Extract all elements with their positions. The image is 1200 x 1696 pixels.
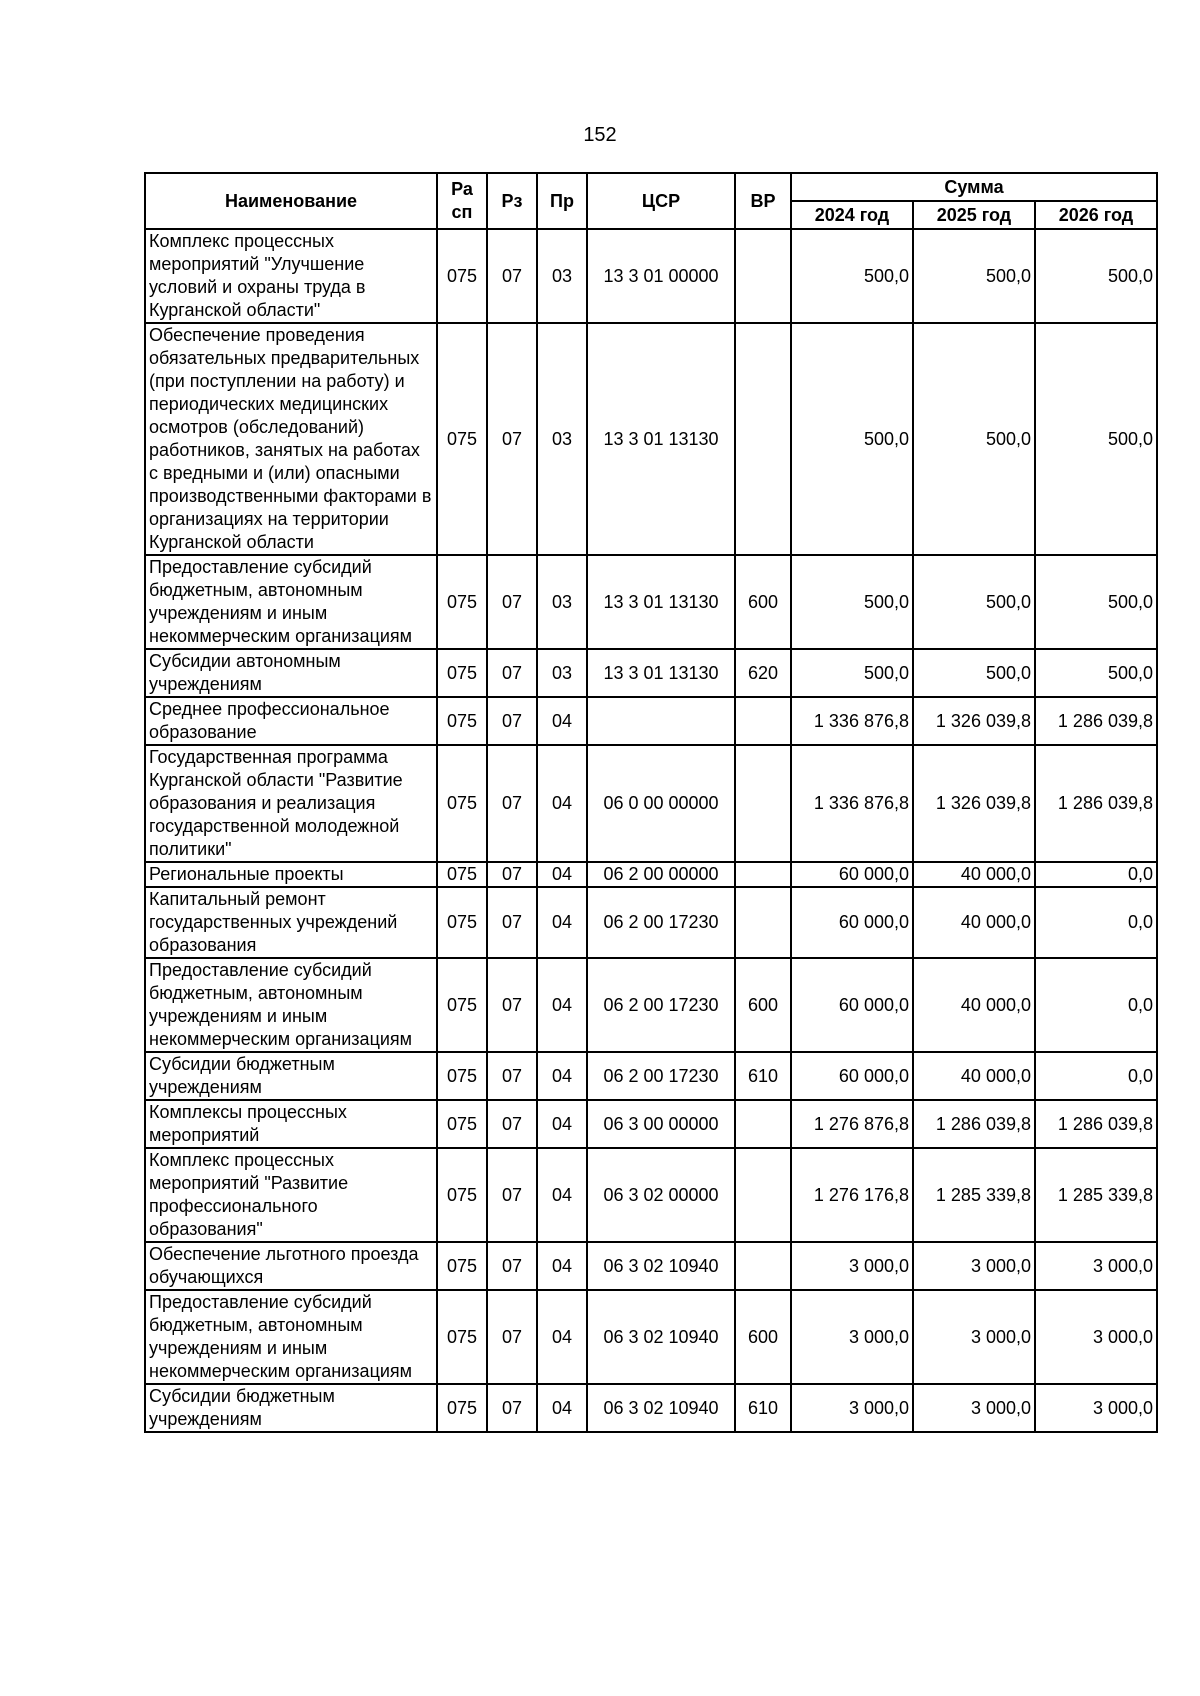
- cell-vr: [735, 745, 791, 862]
- cell-2024: 500,0: [791, 229, 913, 323]
- cell-2026: 1 286 039,8: [1035, 697, 1157, 745]
- header-year-2025: 2025 год: [913, 201, 1035, 229]
- cell-name: Предоставление субсидий бюджетным, автономным учреждениям и иным некоммерческим организациям: [145, 555, 437, 649]
- cell-vr: [735, 887, 791, 958]
- cell-name: Обеспечение льготного проезда обучающихся: [145, 1242, 437, 1290]
- cell-rasp: 075: [437, 1242, 487, 1290]
- cell-vr: [735, 697, 791, 745]
- cell-vr: [735, 229, 791, 323]
- cell-rz: 07: [487, 1290, 537, 1384]
- table-row: [145, 555, 1157, 649]
- cell-rz: 07: [487, 958, 537, 1052]
- header-rasp-line2: сп: [451, 202, 473, 222]
- cell-name: Предоставление субсидий бюджетным, автономным учреждениям и иным некоммерческим организациям: [145, 958, 437, 1052]
- cell-2024: 3 000,0: [791, 1242, 913, 1290]
- cell-name: Комплекс процессных мероприятий "Улучшение условий и охраны труда в Курганской области": [145, 229, 437, 323]
- cell-2025: 500,0: [913, 649, 1035, 697]
- cell-name: Региональные проекты: [145, 862, 437, 887]
- cell-name: Среднее профессиональное образование: [145, 697, 437, 745]
- cell-pr: 04: [537, 697, 587, 745]
- table-row: [145, 1052, 1157, 1100]
- cell-name: Комплекс процессных мероприятий "Развитие профессионального образования": [145, 1148, 437, 1242]
- table-row: [145, 862, 1157, 887]
- cell-name: Капитальный ремонт государственных учреждений образования: [145, 887, 437, 958]
- cell-vr: 600: [735, 958, 791, 1052]
- cell-vr: [735, 1242, 791, 1290]
- cell-rasp: 075: [437, 555, 487, 649]
- table-row: [145, 958, 1157, 1052]
- cell-rz: 07: [487, 229, 537, 323]
- cell-vr: 610: [735, 1052, 791, 1100]
- cell-2024: 1 276 876,8: [791, 1100, 913, 1148]
- cell-rz: 07: [487, 1100, 537, 1148]
- cell-2026: 3 000,0: [1035, 1242, 1157, 1290]
- cell-name: Субсидии бюджетным учреждениям: [145, 1384, 437, 1432]
- cell-2026: 3 000,0: [1035, 1384, 1157, 1432]
- cell-rz: 07: [487, 1242, 537, 1290]
- cell-rasp: 075: [437, 1100, 487, 1148]
- header-name: Наименование: [145, 173, 437, 229]
- cell-vr: 600: [735, 1290, 791, 1384]
- cell-2024: 60 000,0: [791, 1052, 913, 1100]
- cell-rasp: 075: [437, 958, 487, 1052]
- header-rasp-line1: Ра: [451, 179, 473, 199]
- cell-2026: 1 286 039,8: [1035, 745, 1157, 862]
- cell-2026: 0,0: [1035, 1052, 1157, 1100]
- cell-pr: 04: [537, 862, 587, 887]
- cell-csr: 13 3 01 13130: [587, 323, 735, 555]
- cell-2026: 0,0: [1035, 958, 1157, 1052]
- cell-csr: 06 0 00 00000: [587, 745, 735, 862]
- cell-rasp: 075: [437, 649, 487, 697]
- cell-rz: 07: [487, 745, 537, 862]
- header-csr: ЦСР: [587, 173, 735, 229]
- table-row: [145, 1242, 1157, 1290]
- cell-2024: 1 336 876,8: [791, 697, 913, 745]
- cell-rz: 07: [487, 1148, 537, 1242]
- cell-vr: [735, 862, 791, 887]
- cell-2026: 500,0: [1035, 323, 1157, 555]
- cell-csr: 13 3 01 00000: [587, 229, 735, 323]
- cell-pr: 04: [537, 1100, 587, 1148]
- header-pr: Пр: [537, 173, 587, 229]
- cell-pr: 04: [537, 1242, 587, 1290]
- cell-name: Обеспечение проведения обязательных предварительных (при поступлении на работу) и периодических медицинских осмотров (обследований) работников, занятых на работах с вредными и (или) опасными производственными факторами в организациях на территории Курганской области: [145, 323, 437, 555]
- cell-2026: 500,0: [1035, 229, 1157, 323]
- cell-2024: 1 336 876,8: [791, 745, 913, 862]
- cell-vr: [735, 323, 791, 555]
- cell-rasp: 075: [437, 1384, 487, 1432]
- table-row: [145, 1384, 1157, 1432]
- cell-csr: [587, 697, 735, 745]
- cell-csr: 06 2 00 17230: [587, 887, 735, 958]
- cell-2025: 1 285 339,8: [913, 1148, 1035, 1242]
- cell-rasp: 075: [437, 1052, 487, 1100]
- cell-pr: 04: [537, 1384, 587, 1432]
- cell-pr: 03: [537, 323, 587, 555]
- cell-pr: 04: [537, 887, 587, 958]
- cell-csr: 06 3 00 00000: [587, 1100, 735, 1148]
- cell-vr: 620: [735, 649, 791, 697]
- cell-2026: 500,0: [1035, 555, 1157, 649]
- cell-2025: 40 000,0: [913, 1052, 1035, 1100]
- cell-csr: 06 3 02 10940: [587, 1242, 735, 1290]
- table-row: [145, 745, 1157, 862]
- table-header: [145, 173, 1157, 229]
- header-rz: Рз: [487, 173, 537, 229]
- cell-2024: 60 000,0: [791, 887, 913, 958]
- table-row: [145, 1148, 1157, 1242]
- cell-rasp: 075: [437, 1148, 487, 1242]
- table-row: [145, 1100, 1157, 1148]
- cell-2026: 0,0: [1035, 887, 1157, 958]
- table-row: [145, 649, 1157, 697]
- cell-csr: 06 2 00 00000: [587, 862, 735, 887]
- header-vr: ВР: [735, 173, 791, 229]
- table-row: [145, 323, 1157, 555]
- cell-rz: 07: [487, 697, 537, 745]
- cell-2025: 40 000,0: [913, 887, 1035, 958]
- cell-pr: 03: [537, 555, 587, 649]
- cell-2026: 3 000,0: [1035, 1290, 1157, 1384]
- cell-2025: 40 000,0: [913, 958, 1035, 1052]
- cell-vr: [735, 1148, 791, 1242]
- cell-2024: 60 000,0: [791, 862, 913, 887]
- cell-csr: 06 3 02 00000: [587, 1148, 735, 1242]
- cell-rasp: 075: [437, 862, 487, 887]
- table-row: [145, 697, 1157, 745]
- cell-pr: 04: [537, 745, 587, 862]
- cell-name: Комплексы процессных мероприятий: [145, 1100, 437, 1148]
- cell-2025: 500,0: [913, 323, 1035, 555]
- header-year-2024: 2024 год: [791, 201, 913, 229]
- cell-rasp: 075: [437, 323, 487, 555]
- cell-csr: 06 3 02 10940: [587, 1384, 735, 1432]
- cell-pr: 03: [537, 649, 587, 697]
- cell-rz: 07: [487, 555, 537, 649]
- cell-rz: 07: [487, 862, 537, 887]
- cell-2026: 1 285 339,8: [1035, 1148, 1157, 1242]
- cell-name: Субсидии автономным учреждениям: [145, 649, 437, 697]
- header-rasp: [437, 173, 487, 229]
- cell-csr: 06 2 00 17230: [587, 1052, 735, 1100]
- cell-rz: 07: [487, 323, 537, 555]
- cell-pr: 04: [537, 958, 587, 1052]
- cell-2026: 500,0: [1035, 649, 1157, 697]
- cell-rasp: 075: [437, 887, 487, 958]
- cell-name: Государственная программа Курганской области "Развитие образования и реализация государственной молодежной политики": [145, 745, 437, 862]
- cell-rasp: 075: [437, 697, 487, 745]
- cell-2025: 3 000,0: [913, 1290, 1035, 1384]
- cell-pr: 04: [537, 1148, 587, 1242]
- cell-2025: 1 326 039,8: [913, 697, 1035, 745]
- cell-2025: 3 000,0: [913, 1384, 1035, 1432]
- cell-pr: 04: [537, 1052, 587, 1100]
- header-sum: Сумма: [791, 173, 1157, 201]
- cell-vr: 600: [735, 555, 791, 649]
- cell-csr: 06 3 02 10940: [587, 1290, 735, 1384]
- cell-rz: 07: [487, 887, 537, 958]
- cell-csr: 13 3 01 13130: [587, 555, 735, 649]
- cell-2024: 1 276 176,8: [791, 1148, 913, 1242]
- page-number: 152: [583, 124, 617, 146]
- header-year-2026: 2026 год: [1035, 201, 1157, 229]
- table-row: [145, 887, 1157, 958]
- cell-pr: 03: [537, 229, 587, 323]
- cell-csr: 06 2 00 17230: [587, 958, 735, 1052]
- table-row: [145, 229, 1157, 323]
- table-body: [145, 229, 1157, 1432]
- cell-rz: 07: [487, 1384, 537, 1432]
- cell-2025: 3 000,0: [913, 1242, 1035, 1290]
- cell-2024: 500,0: [791, 323, 913, 555]
- cell-rz: 07: [487, 649, 537, 697]
- cell-name: Предоставление субсидий бюджетным, автономным учреждениям и иным некоммерческим организациям: [145, 1290, 437, 1384]
- cell-2026: 1 286 039,8: [1035, 1100, 1157, 1148]
- cell-2024: 3 000,0: [791, 1384, 913, 1432]
- cell-2024: 500,0: [791, 555, 913, 649]
- cell-2025: 500,0: [913, 555, 1035, 649]
- cell-pr: 04: [537, 1290, 587, 1384]
- budget-table: [144, 172, 1158, 1433]
- cell-2025: 1 286 039,8: [913, 1100, 1035, 1148]
- cell-2024: 3 000,0: [791, 1290, 913, 1384]
- cell-rasp: 075: [437, 229, 487, 323]
- cell-2024: 500,0: [791, 649, 913, 697]
- cell-vr: [735, 1100, 791, 1148]
- cell-vr: 610: [735, 1384, 791, 1432]
- cell-rasp: 075: [437, 1290, 487, 1384]
- cell-rz: 07: [487, 1052, 537, 1100]
- cell-2025: 40 000,0: [913, 862, 1035, 887]
- cell-2025: 500,0: [913, 229, 1035, 323]
- cell-2026: 0,0: [1035, 862, 1157, 887]
- table-row: [145, 1290, 1157, 1384]
- cell-2024: 60 000,0: [791, 958, 913, 1052]
- cell-2025: 1 326 039,8: [913, 745, 1035, 862]
- cell-name: Субсидии бюджетным учреждениям: [145, 1052, 437, 1100]
- cell-rasp: 075: [437, 745, 487, 862]
- cell-csr: 13 3 01 13130: [587, 649, 735, 697]
